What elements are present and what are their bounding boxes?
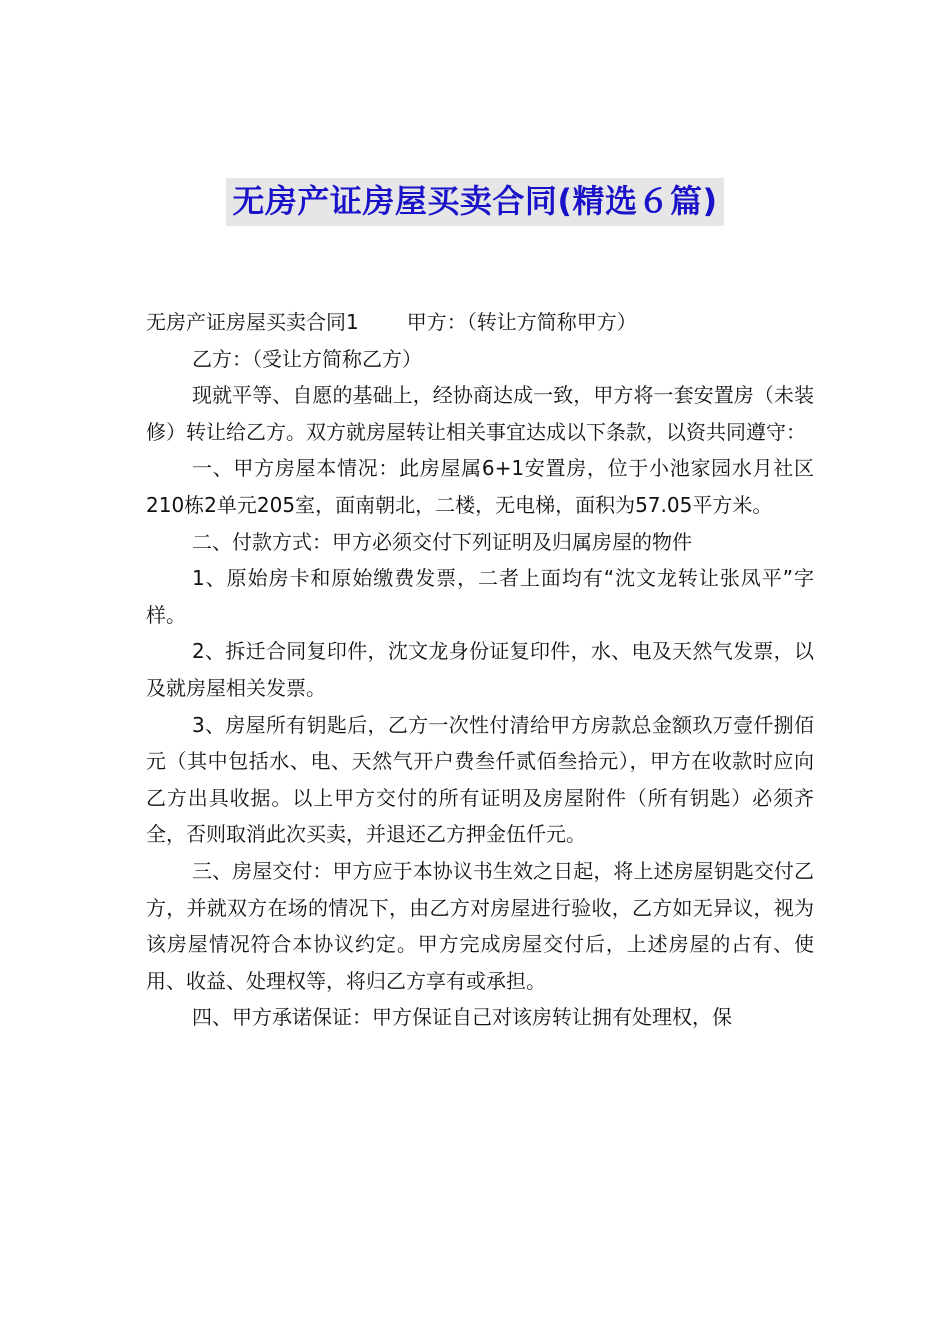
paragraph-clause-3: 三、房屋交付：甲方应于本协议书生效之日起，将上述房屋钥匙交付乙方，并就双方在场的情况下，由乙方对房屋进行验收，乙方如无异议，视为该房屋情况符合本协议约定。甲方完成房屋交付后，上述房屋的占有、使用、收益、处理权等，将归乙方享有或承担。 <box>146 858 814 993</box>
paragraph-party-b: 乙方：（受让方简称乙方） <box>192 346 422 371</box>
party-a-line: 甲方：（转让方简称甲方） <box>406 310 637 334</box>
first-line <box>146 304 814 341</box>
paragraph-clause-1: 一、甲方房屋本情况：此房屋属6+1安置房，位于小池家园水月社区210栋2单元205室，面南朝北，二楼，无电梯，面积为57.05平方米。 <box>146 456 814 517</box>
paragraph-preamble: 现就平等、自愿的基础上，经协商达成一致，甲方将一套安置房（未装修）转让给乙方。双方就房屋转让相关事宜达成以下条款，以资共同遵守： <box>146 383 814 444</box>
contract-heading: 无房产证房屋买卖合同1 <box>146 310 359 334</box>
paragraph-item-1: 1、原始房卡和原始缴费发票，二者上面均有“沈文龙转让张凤平”字样。 <box>146 566 814 627</box>
paragraph-item-3: 3、房屋所有钥匙后，乙方一次性付清给甲方房款总金额玖万壹仟捌佰元（其中包括水、电、天然气开户费叁仟贰佰叁拾元），甲方在收款时应向乙方出具收据。以上甲方交付的所有证明及房屋附件（所有钥匙）必须齐全，否则取消此次买卖，并退还乙方押金伍仟元。 <box>146 712 814 847</box>
paragraph-clause-4: 四、甲方承诺保证：甲方保证自己对该房转让拥有处理权，保 <box>192 1005 732 1030</box>
paragraph-item-2: 2、拆迁合同复印件，沈文龙身份证复印件，水、电及天然气发票，以及就房屋相关发票。 <box>146 639 814 700</box>
title-container <box>0 178 950 226</box>
paragraph-clause-2: 二、付款方式：甲方必须交付下列证明及归属房屋的物件 <box>192 529 692 554</box>
document-body <box>146 304 814 1036</box>
document-title: 无房产证房屋买卖合同(精选６篇) <box>226 178 723 226</box>
